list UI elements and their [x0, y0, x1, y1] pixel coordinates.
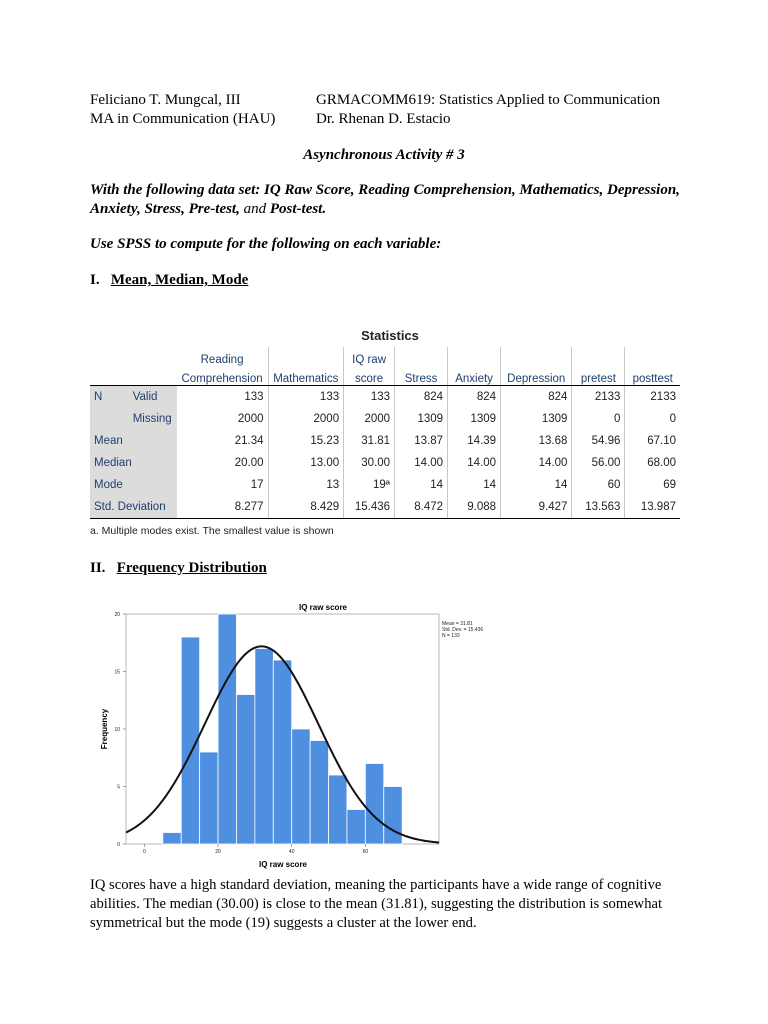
col-head-top: [268, 347, 344, 366]
col-head-top: [395, 347, 448, 366]
y-tick-label: 0: [117, 842, 120, 848]
y-tick-label: 10: [114, 727, 120, 733]
table-cell: 15.436: [344, 496, 395, 519]
table-cell: 14.00: [395, 452, 448, 474]
col-head: score: [344, 366, 395, 386]
row-label: Valid: [129, 386, 177, 409]
table-cell: 13.87: [395, 430, 448, 452]
histogram-bar: [329, 775, 347, 844]
row-label: Mode: [90, 474, 177, 496]
col-head-top: IQ raw: [344, 347, 395, 366]
table-cell: 9.088: [448, 496, 501, 519]
statistics-output: [90, 328, 690, 537]
table-cell: 21.34: [177, 430, 268, 452]
statistics-title: Statistics: [361, 328, 419, 343]
table-cell: 56.00: [572, 452, 625, 474]
table-cell: 9.427: [501, 496, 572, 519]
y-tick-label: 15: [114, 669, 120, 676]
table-cell: 8.277: [177, 496, 268, 519]
instructions-prefix: With the following data set:: [90, 182, 265, 198]
conclusion-line: symmetrical but the mode (19) suggests a cluster at the lower end.: [90, 915, 477, 931]
row-label: Mean: [90, 430, 177, 452]
table-row: [90, 452, 680, 474]
histogram-bar: [200, 752, 218, 844]
histogram-bar: [163, 833, 181, 845]
conclusion-line: abilities. The median (30.00) is close to the mean (31.81), suggesting the distribution is somewhat: [90, 896, 663, 912]
section-1-number: I.: [90, 272, 100, 288]
table-cell: 13.68: [501, 430, 572, 452]
col-head-top: Reading: [177, 347, 268, 366]
col-head-top: [448, 347, 501, 366]
table-cell: 1309: [448, 408, 501, 430]
histogram-bar: [310, 741, 328, 845]
histogram-bar: [365, 764, 383, 845]
table-row: [90, 430, 680, 452]
instructions-variables-2: Anxiety, Stress, Pre-test,: [90, 201, 240, 217]
row-group-label: N: [90, 386, 129, 409]
histogram-bar: [273, 660, 291, 844]
row-group-label: [90, 408, 129, 430]
x-axis-label: IQ raw score: [258, 860, 308, 869]
table-cell: 824: [448, 386, 501, 409]
x-tick-label: 20: [215, 849, 221, 855]
table-cell: 824: [395, 386, 448, 409]
iq-histogram: [90, 596, 484, 874]
table-cell: 2000: [344, 408, 395, 430]
table-cell: 13.00: [268, 452, 344, 474]
instructions-variables-1: IQ Raw Score, Reading Comprehension, Mathematics, Depression,: [264, 182, 680, 198]
x-tick-label: 60: [362, 849, 369, 855]
histogram-bar: [255, 649, 273, 845]
table-cell: 14: [448, 474, 501, 496]
table-cell: 0: [669, 413, 676, 425]
histogram-bar: [347, 810, 365, 845]
conclusion-paragraph: [90, 876, 690, 933]
program-name: MA in Communication (HAU): [90, 111, 276, 127]
chart-title: IQ raw score: [298, 603, 348, 612]
table-cell: 133: [177, 386, 268, 409]
table-cell: 14: [501, 474, 572, 496]
col-head: Mathematics: [268, 366, 344, 386]
section-2-heading: [90, 560, 267, 577]
table-cell: 17: [177, 474, 268, 496]
table-cell: 13.987: [625, 496, 680, 519]
table-cell: 54.96: [572, 430, 625, 452]
col-head: pretest: [572, 366, 625, 386]
col-head: Anxiety: [448, 366, 501, 386]
histogram-bar: [218, 614, 236, 844]
table-cell: 60: [572, 474, 625, 496]
table-cell: 14: [395, 474, 448, 496]
table-cell: 14.00: [501, 452, 572, 474]
table-cell: 31.81: [344, 430, 395, 452]
section-1-title: Mean, Median, Mode: [110, 272, 249, 288]
table-cell: 68.00: [647, 457, 676, 469]
col-head: posttest: [625, 366, 680, 386]
table-cell: 13.563: [572, 496, 625, 519]
instructions-line1: [90, 182, 680, 199]
y-axis-label: Frequency: [100, 708, 109, 750]
instructions-line2: [90, 201, 326, 218]
table-cell: 15.23: [268, 430, 344, 452]
table-row: [90, 474, 680, 496]
col-head-top: [572, 347, 625, 366]
table-cell: 8.472: [395, 496, 448, 519]
table-cell: 2000: [177, 408, 268, 430]
table-cell: 69: [663, 479, 676, 491]
histogram-bar: [236, 695, 254, 845]
table-cell: 2000: [268, 408, 344, 430]
col-head: Depression: [501, 366, 572, 386]
col-head-top: [501, 347, 572, 366]
table-cell: 14.00: [448, 452, 501, 474]
x-tick-label: 0: [143, 849, 146, 855]
legend-sd: Std. Dev. = 15.436: [442, 627, 484, 633]
instructor-name: Dr. Rhenan D. Estacio: [316, 111, 451, 127]
col-head-top: [625, 347, 680, 366]
table-cell: 20.00: [177, 452, 268, 474]
table-cell: 8.429: [268, 496, 344, 519]
section-2-number: II.: [90, 560, 106, 576]
section-2-title: Frequency Distribution: [116, 560, 267, 576]
table-cell: 1309: [501, 408, 572, 430]
table-cell: 30.00: [344, 452, 395, 474]
table-cell: 133: [268, 386, 344, 409]
table-cell: 133: [344, 386, 395, 409]
row-label: Missing: [129, 408, 177, 430]
table-cell: 67.10: [647, 435, 676, 447]
histogram-bar: [384, 787, 402, 845]
course-name: GRMACOMM619: Statistics Applied to Communication: [316, 92, 661, 108]
table-cell: 19ª: [344, 474, 395, 496]
table-row: [90, 496, 680, 519]
section-1-heading: [90, 272, 248, 289]
use-spss-instruction: Use SPSS to compute for the following on each variable:: [90, 236, 442, 252]
col-head: Comprehension: [177, 366, 268, 386]
x-tick-label: 40: [288, 849, 295, 855]
statistics-table: [90, 347, 680, 519]
y-tick-label: 20: [114, 612, 120, 618]
table-row: [90, 386, 680, 409]
legend-n: N = 133: [442, 633, 460, 639]
conclusion-line: IQ scores have a high standard deviation, meaning the participants have a wide range of cognitive: [90, 877, 662, 893]
col-head: Stress: [395, 366, 448, 386]
y-tick-label: 5: [117, 784, 120, 791]
table-cell: 2133: [625, 386, 680, 409]
table-cell: 2133: [572, 386, 625, 409]
row-label: Median: [90, 452, 177, 474]
row-label: Std. Deviation: [90, 496, 177, 519]
activity-title: Asynchronous Activity # 3: [303, 147, 465, 163]
statistics-footnote: a. Multiple modes exist. The smallest value is shown: [90, 525, 334, 537]
table-cell: 13: [268, 474, 344, 496]
instructions-posttest: Post-test.: [269, 201, 327, 217]
histogram-bar: [292, 729, 310, 844]
author-name: Feliciano T. Mungcal, III: [90, 92, 241, 108]
table-cell: 824: [501, 386, 572, 409]
instructions-and: and: [239, 201, 270, 217]
table-row: [90, 408, 680, 430]
table-cell: 0: [572, 408, 625, 430]
table-cell: 1309: [395, 408, 448, 430]
table-cell: 14.39: [448, 430, 501, 452]
legend-mean: Mean = 31.81: [442, 621, 473, 627]
